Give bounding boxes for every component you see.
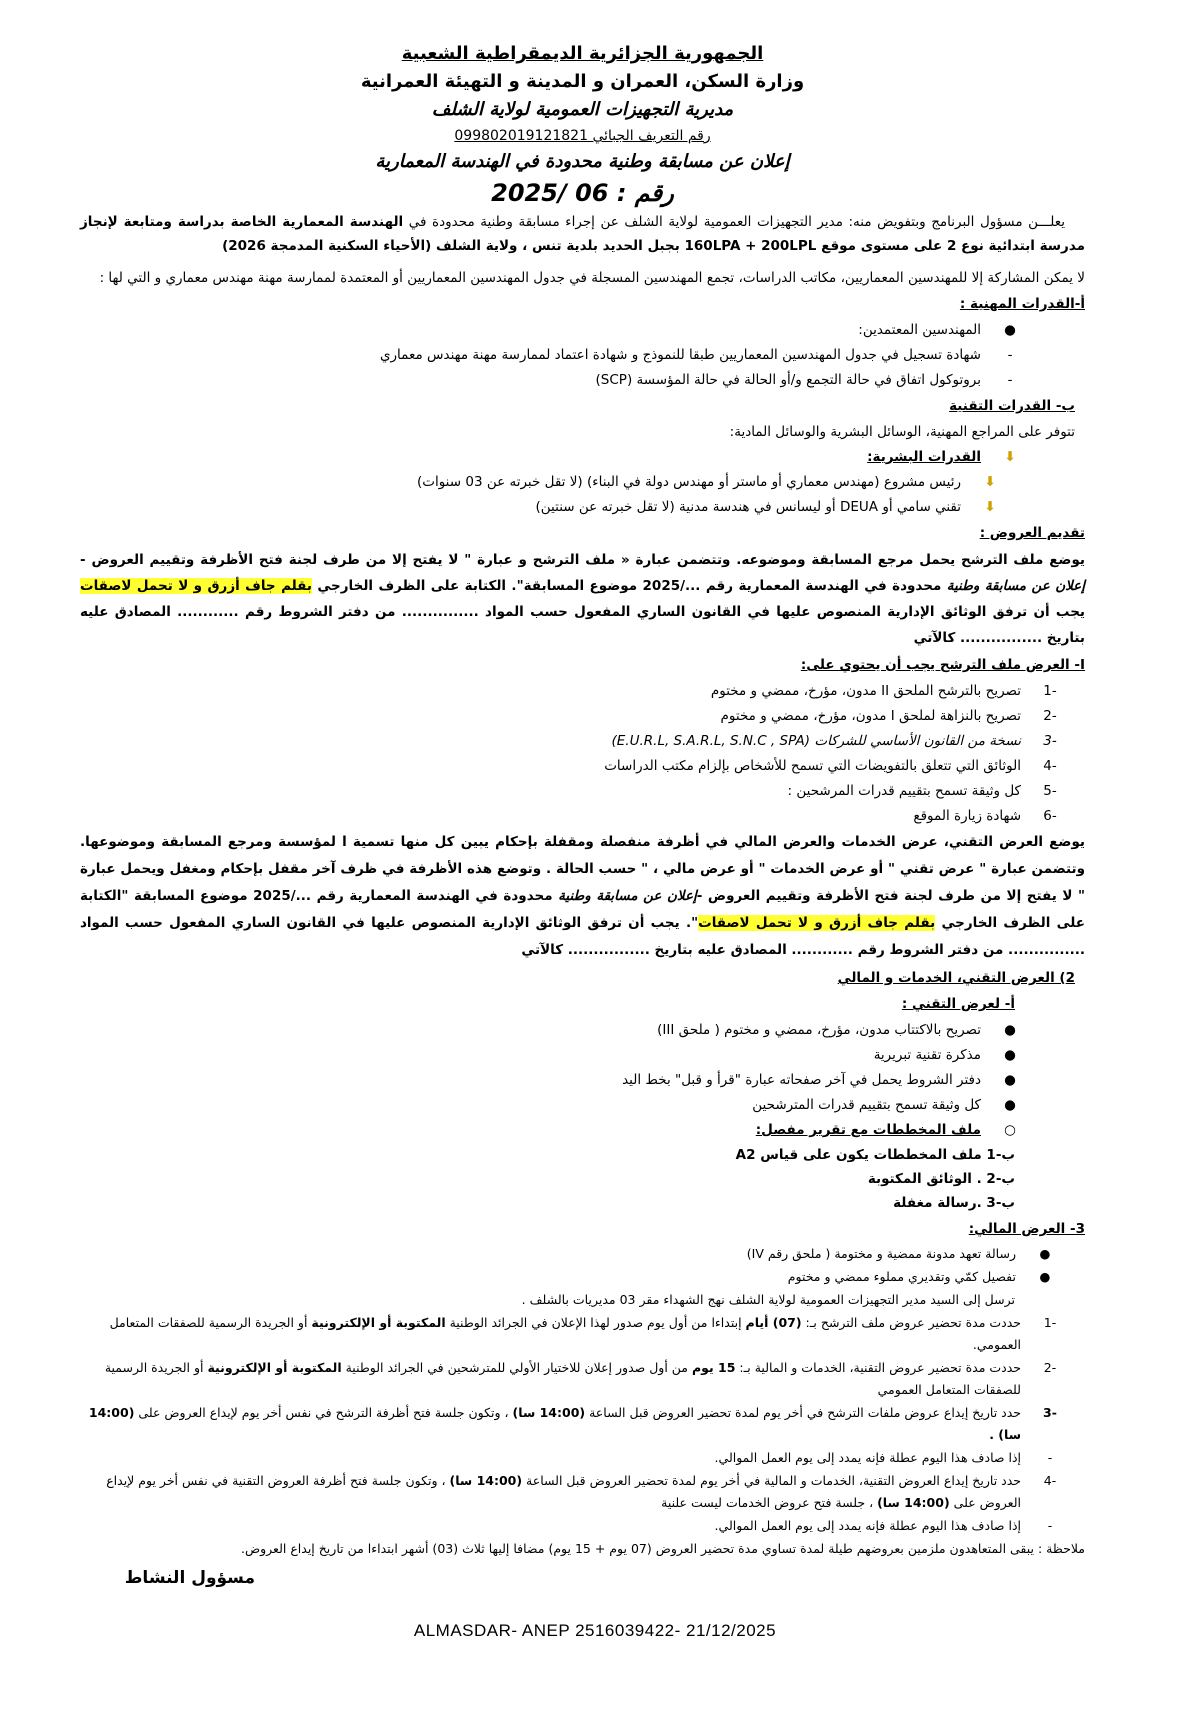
term-item: -4 حدد تاريخ إيداع العروض التقنية، الخدمات و المالية في أخر يوم لمدة تحضير العروض قبل الساعة (14:00 سا) ، وتكون جلسة فتح أظرفة العروض التقنية في نفس أخر يوم لإيداع العروض على (14:00 سا) ، جلسة فتح عروض الخدمات ليست علنية <box>106 1473 1057 1510</box>
submission-heading: تقديم العروض : <box>979 525 1085 541</box>
arrow-bullet-icon: ⬇ <box>984 474 996 490</box>
list-item: ○ ملف المخططات مع تقرير مفصل: <box>755 1122 1016 1138</box>
professional-heading: أ-القدرات المهنية : <box>959 296 1085 312</box>
list-item: - بروتوكول اتفاق في حالة التجمع و/أو الحالة في حالة المؤسسة (SCP) <box>595 372 1013 388</box>
signature: مسؤول النشاط <box>124 1568 255 1588</box>
financial-heading: 3- العرض المالي: <box>968 1221 1085 1237</box>
send-to: ترسل إلى السيد مدير التجهيزات العمومية لولاية الشلف نهج الشهداء مقر 03 مديريات بالشلف . <box>521 1292 1015 1307</box>
header-directorate: مديرية التجهيزات العمومية لولاية الشلف <box>431 99 734 120</box>
tax-id: رقم التعريف الجبائي 099802019121821 <box>454 128 711 144</box>
offers-paragraph: يوضع العرض التقني، عرض الخدمات والعرض المالي في أظرفة منفصلة ومقفلة بإحكام يبين كل منها تسمية ا لمؤسسة ومرجع المسابقة وموضوعها. وتتضمن عبارة " عرض تقني " أو عرض الخدمات " أو عرض مالي ، " حسب الحالة . وتوضع هذه الأظرفة في ظرف آخر مقفل بإحكام ومغفل ويحمل عبارة " لا يفتح إلا من طرف لجنة فتح الأظرفة وتقييم العروض -إعلان عن مسابقة وطنية محدودة في الهندسة المعمارية رقم .../2025 موضوع المسابقة "الكتابة على الظرف الخارجي بقلم جاف أزرق و لا تحمل لاصقات". يجب أن ترفق الوثائق الإدارية المنصوص عليها في القانون الساري المفعول حسب المواد ............... من دفتر الشروط رقم ............ المصادق عليه بتاريخ ................ كالآتي <box>80 834 1086 958</box>
announcement-number: رقم : 06 /2025 <box>491 179 674 207</box>
announcement-title: إعلان عن مسابقة وطنية محدودة في الهندسة المعمارية <box>375 151 790 172</box>
list-item: ⬇ رئيس مشروع (مهندس معماري أو ماستر أو مهندس دولة في البناء) (لا تقل خبرته عن 03 سنوات) <box>80 470 1085 494</box>
plans-item: ب-3 .رسالة مغفلة <box>893 1195 1015 1211</box>
term-item: -2 حددت مدة تحضير عروض التقنية، الخدمات و المالية بـ: 15 يوم من أول صدور إعلان للاختيار الأولي للمترشحين في الجرائد الوطنية المكتوبة أو الإلكترونية أو الجريدة الرسمية للصفقات المتعامل العمومي <box>104 1360 1057 1397</box>
list-item: ● تفصيل كمّي وتقديري مملوء ممضي و مختوم <box>787 1269 1051 1284</box>
submission-paragraph: يوضع ملف الترشح يحمل مرجع المسابقة وموضوعه. وتتضمن عبارة « ملف الترشح و عبارة " لا يفتح إلا من طرف لجنة فتح الأظرفة وتقييم العروض - إعلان عن مسابقة وطنية محدودة في الهندسة المعمارية رقم .../2025 موضوع المسابقة". الكتابة على الظرف الخارجي بقلم جاف أزرق و لا تحمل لاصقات يجب أن ترفق الوثائق الإدارية المنصوص عليها في القانون الساري المفعول حسب المواد ............... من دفتر الشروط رقم ............ المصادق عليه بتاريخ ................ كالآتي <box>80 552 1085 646</box>
technical-intro: تتوفر على المراجع المهنية، الوسائل البشرية والوسائل المادية: <box>729 424 1075 440</box>
note: ملاحظة : يبقى المتعاهدون ملزمين بعروضهم طيلة لمدة تساوي مدة تحضير العروض (07 يوم + 15 يوم) مضافا إليها ثلاث (03) أشهر ابتداءا من تاريخ إيداع العروض. <box>241 1541 1085 1556</box>
candidacy-heading: I- العرض ملف الترشح يجب أن يحتوي على: <box>800 657 1085 673</box>
announcement-page <box>80 40 1085 1590</box>
list-item: -1 تصريح بالترشح الملحق II مدون، مؤرخ، ممضي و مختوم <box>710 683 1057 699</box>
list-item: ● دفتر الشروط يحمل في آخر صفحاته عبارة "قرأ و قبل" بخط اليد <box>622 1072 1016 1088</box>
term-item: -3 حدد تاريخ إيداع عروض ملفات الترشح في أخر يوم لمدة تحضير العروض قبل الساعة (14:00 سا) ، وتكون جلسة فتح أظرفة الترشح في نفس أخر يوم لإيداع العروض على (14:00 سا) . <box>88 1405 1057 1442</box>
eligibility-paragraph: لا يمكن المشاركة إلا للمهندسين المعماريين، مكاتب الدراسات، تجمع المهندسين المسجلة في جدول المهندسين المعماريين أو المعتمدة لممارسة مهنة مهندس معماري و التي لها : <box>99 270 1085 286</box>
list-item: ● رسالة تعهد مدونة ممضية و مختومة ( ملحق رقم IV) <box>746 1246 1051 1261</box>
list-item: -5 كل وثيقة تسمح بتقييم قدرات المرشحين : <box>787 783 1057 799</box>
list-item: - شهادة تسجيل في جدول المهندسين المعماريين طبقا للنموذج و شهادة اعتماد لممارسة مهنة مهندس معماري <box>379 347 1013 363</box>
plans-item: ب-1 ملف المخططات يكون على قياس A2 <box>735 1147 1015 1163</box>
list-item: -4 الوثائق التي تتعلق بالتفويضات التي تسمح للأشخاص بإلزام مكتب الدراسات <box>604 758 1057 774</box>
list-item: -3 نسخة من القانون الأساسي للشركات (E.U.R.L, S.A.R.L, S.N.C , SPA) <box>611 733 1057 749</box>
arrow-bullet-icon: ⬇ <box>984 499 996 515</box>
list-item: -6 شهادة زيارة الموقع <box>913 808 1057 824</box>
tech-offer-heading: 2) العرض التقني، الخدمات و المالي <box>837 970 1075 986</box>
list-item: ● كل وثيقة تسمح بتقييم قدرات المترشحين <box>752 1097 1016 1113</box>
arrow-bullet-icon: ⬇ <box>1004 449 1016 465</box>
list-item: ⬇ تقني سامي أو DEUA أو ليسانس في هندسة مدنية (لا تقل خبرته عن سنتين) <box>80 495 1085 519</box>
tech-offer-subheading: أ- لعرض التقني : <box>901 996 1015 1012</box>
list-item: ● مذكرة تقنية تبريرية <box>873 1047 1016 1063</box>
term-item: - إذا صادف هذا اليوم عطلة فإنه يمدد إلى يوم العمل الموالي. <box>714 1450 1053 1465</box>
header-republic: الجمهورية الجزائرية الديمقراطية الشعبية <box>401 43 764 64</box>
technical-heading: ب- القدرات التقنية <box>949 398 1075 414</box>
term-item: -1 حددت مدة تحضير عروض ملف الترشح بـ: (07) أيام إبتداءا من أول يوم صدور لهذا الإعلان في الجرائد الوطنية المكتوبة أو الإلكترونية أو الجريدة الرسمية للصفقات المتعامل العمومي. <box>109 1315 1057 1352</box>
list-item: ● تصريح بالاكتتاب مدون، مؤرخ، ممضي و مختوم ( ملحق III) <box>657 1022 1016 1038</box>
footer-reference: ALMASDAR- ANEP 2516039422- 21/12/2025 <box>413 1621 777 1640</box>
list-item: ⬇ القدرات البشرية: <box>80 445 1085 469</box>
term-item: - إذا صادف هذا اليوم عطلة فإنه يمدد إلى يوم العمل الموالي. <box>714 1518 1053 1533</box>
intro-paragraph: يعلـــن مسؤول البرنامج وبتفويض منه: مدير التجهيزات العمومية لولاية الشلف عن إجراء مسابقة وطنية محدودة في الهندسة المعمارية الخاصة بدراسة ومتابعة لإنجاز مدرسة ابتدائية نوع 2 على مستوى موقع 160LPA + 200LPL بجبل الحديد بلدية تنس ، ولاية الشلف (الأحياء السكنية المدمجة 2026) <box>80 214 1085 254</box>
list-item: ● المهندسين المعتمدين: <box>858 322 1016 338</box>
list-item: -2 تصريح بالنزاهة لملحق I مدون، مؤرخ، ممضي و مختوم <box>720 708 1057 724</box>
plans-item: ب-2 . الوثائق المكتوبة <box>867 1171 1015 1187</box>
header-ministry: وزارة السكن، العمران و المدينة و التهيئة العمرانية <box>360 71 805 92</box>
